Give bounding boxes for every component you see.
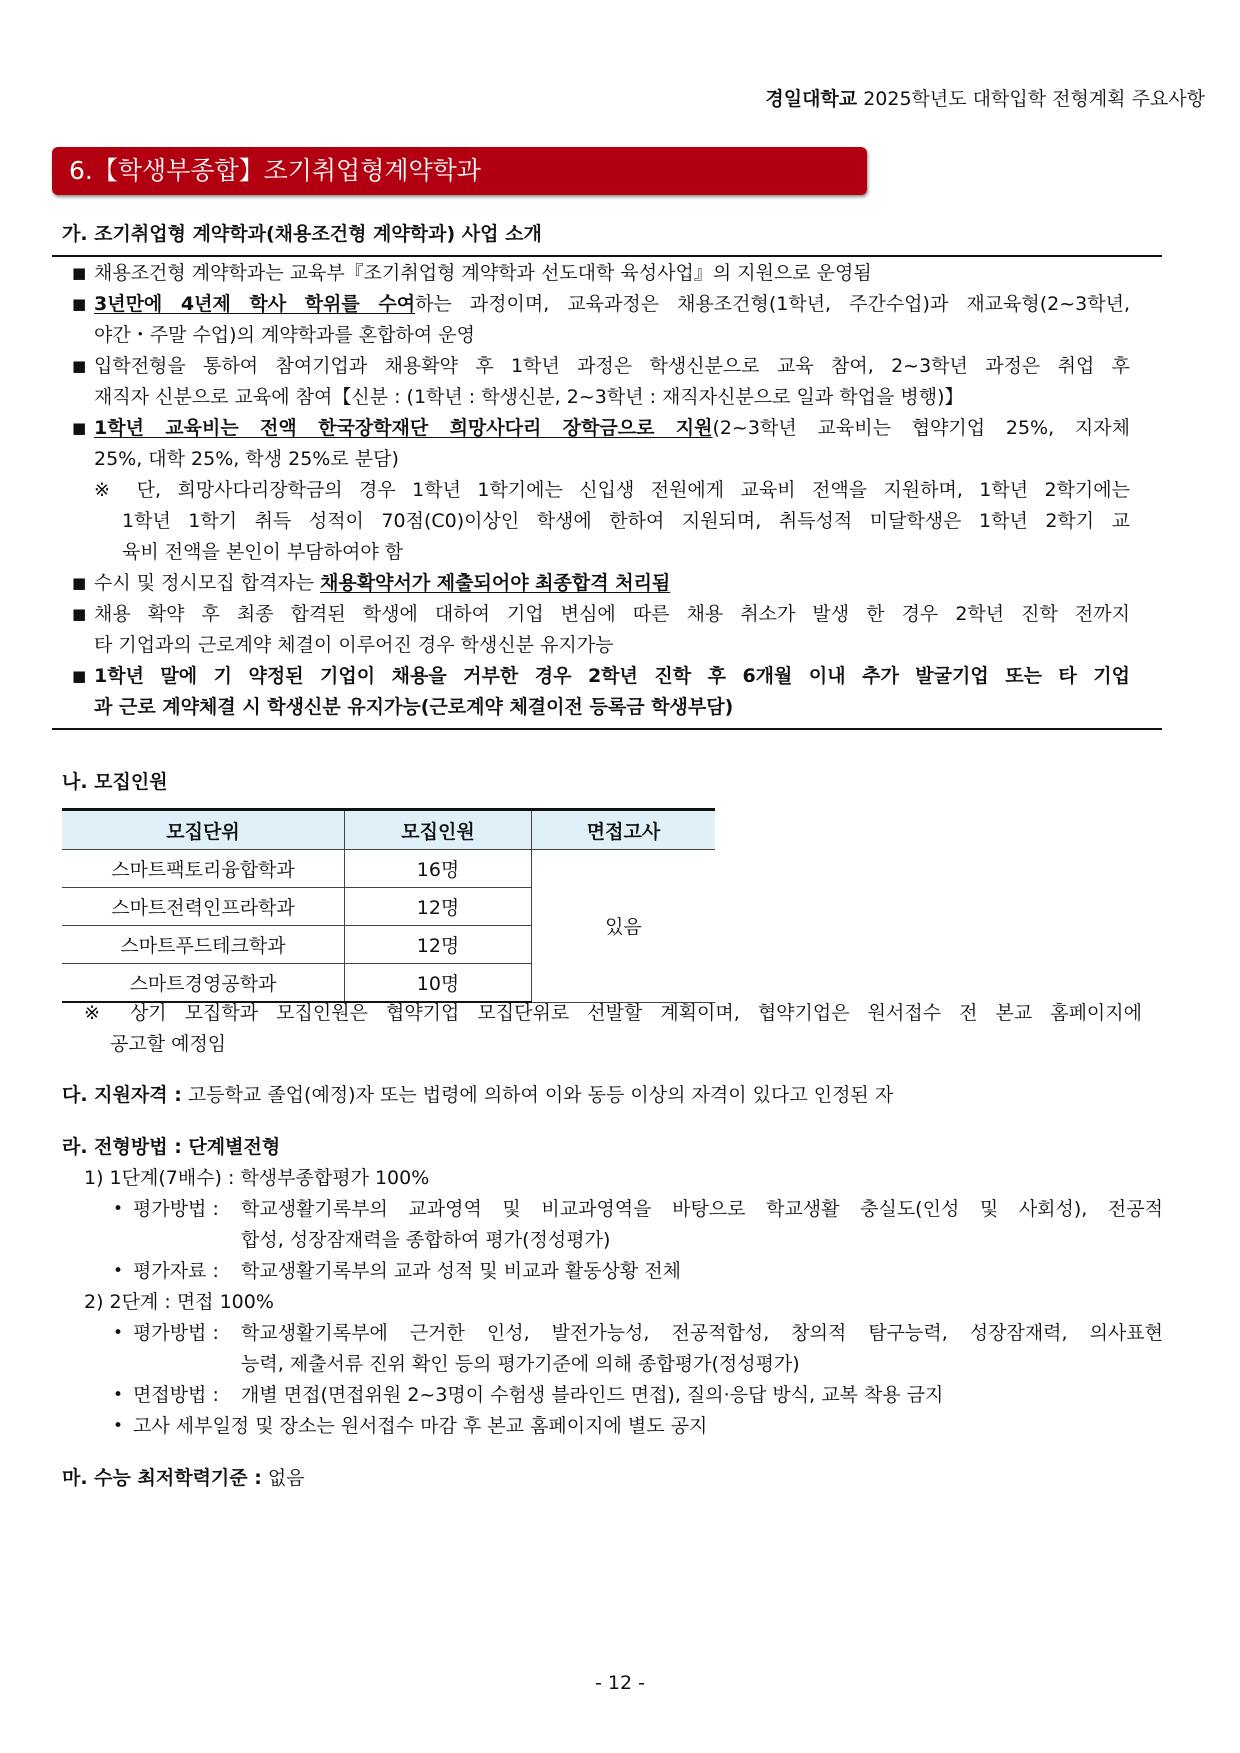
recruit-table (62, 808, 715, 1003)
unit-cell: 스마트경영공학과 (62, 964, 345, 1003)
intro-bottom-rule (52, 728, 1162, 730)
list-item-continuation: 25%, 대학 25%, 학생 25%로 분담) (94, 448, 399, 470)
csat-minimum (62, 1463, 305, 1494)
list-item-continuation: 과 근로 계약체결 시 학생신분 유지가능(근로계약 체결이전 등록금 학생부담) (94, 696, 734, 718)
scholarship-note: ※ 단, 희망사다리장학금의 경우 1학년 1학기에는 신입생 전원에게 교육비 전액을 지원하며, 1학년 2학기에는 (94, 479, 1130, 501)
square-bullet-icon: ■ (72, 264, 87, 282)
column-header: 면접고사 (532, 810, 716, 850)
column-header: 모집단위 (62, 810, 345, 850)
document-page: 경일대학교 2025학년도 대학입학 전형계획 주요사항 6.【학생부종합】조기취업형계약학과 가. 조기취업형 계약학과(채용조건형 계약학과) 사업 소개 ■ 채용조건형 계약학과는 교육부『조기취업형 계약학과 선도대학 육성사업』의 지원으로 운영됨 ■ 3년만에 4년제 학사 학위를 수여하는 과정이며, 교육과정은 채용조건형(1학년, 주간수업)과 재교육형(2~3학년, 야간・주말 수업)의 계약학과를 혼합하여 운영 ■ 입학전형을 통하여 참여기업과 채용확약 후 1학년 과정은 학생신분으로 교육 참여, 2~3학년 과정은 취업 후 재직자 신분으로 교육에 참여【신분 : (1학년 : 학생신분, 2~3학년 : 재직자신분으로 일과 학업을 병행)】 ■ 1학년 교육비는 전액 한국장학재단 희망사다리 장학금으로 지원(2~3학년 교육비는 협약기업 25%, 지자체 25%, 대학 25%, 학생 25%로 분담) ※ 단, 희망사다리장학금의 경우 1학년 1학기에는 신입생 전원에게 교육비 전액을 지원하며, 1학년 2학기에는 1학년 1학기 취득 성적이 70점(C0)이상인 학생에 한하여 지원되며, 취득성적 미달학생은 1학년 2학기 교 육비 전액을 본인이 부담하여야 함 ■ 수시 및 정시모집 합격자는 채용확약서가 제출되어야 최종합격 처리됨 ■ 채용 확약 후 최종 합격된 학생에 대하여 기업 변심에 따른 채용 취소가 발생 한 경우 2학년 진학 전까지 타 기업과의 근로계약 체결이 이루어진 경우 학생신분 유지가능 ■ 1학년 말에 기 약정된 기업이 채용을 거부한 경우 2학년 진학 후 6개월 이내 추가 발굴기업 또는 타 기업 과 근로 계약체결 시 학생신분 유지가능(근로계약 체결이전 등록금 학생부담) 나. 모집인원 모집단위 모집인원 면접고사 스마트팩토리융합학과 16명 있음 스마트전력인프라학과 12명 스마트푸드테크학과 12명 스마트경영공학과 10명 ※ 상기 모집학과 모집인원은 협약기업 모집단위로 선발할 계획이며, 협약기업은 원서접수 전 본교 홈페이지에 공고할 예정임 다. 지원자격 : 고등학교 졸업(예정)자 또는 법령에 의하여 이와 동등 이상의 자격이 있다고 인정된 자 라. 전형방법 : 단계별전형 1) 1단계(7배수) : 학생부종합평가 100% • 평가방법 : 학교생활기록부의 교과영역 및 비교과영역을 바탕으로 학교생활 충실도(인성 및 사회성), 전공적 합성, 성장잠재력을 종합하여 평가(정성평가) • 평가자료 : 학교생활기록부의 교과 성적 및 비교과 활동상황 전체 2) 2단계 : 면접 100% • 평가방법 : 학교생활기록부에 근거한 인성, 발전가능성, 전공적합성, 창의적 탐구능력, 성장잠재력, 의사표현 능력, 제출서류 진위 확인 등의 평가기준에 의해 종합평가(정성평가) • 면접방법 : 개별 면접(면접위원 2~3명이 수험생 블라인드 면접), 질의·응답 방식, 교복 착용 금지 • 고사 세부일정 및 장소는 원서접수 마감 후 본교 홈페이지에 별도 공지 마. 수능 최저학력기준 : 없음 - 12 - (0, 0, 1240, 1753)
csat-value: 없음 (267, 1467, 305, 1489)
unit-cell: 스마트전력인프라학과 (62, 888, 345, 926)
square-bullet-icon: ■ (72, 667, 87, 685)
stage1-heading: 1) 1단계(7배수) : 학생부종합평가 100% (84, 1167, 430, 1189)
list-item-continuation: 야간・주말 수업)의 계약학과를 혼합하여 운영 (94, 324, 475, 346)
page-number: - 12 - (595, 1672, 645, 1694)
square-bullet-icon: ■ (72, 295, 87, 313)
square-bullet-icon: ■ (72, 574, 87, 592)
university-name: 경일대학교 (765, 88, 858, 110)
square-bullet-icon: ■ (72, 357, 87, 375)
dot-bullet-icon: • (113, 1261, 124, 1281)
unit-cell: 스마트팩토리융합학과 (62, 850, 345, 888)
scholarship-note-continuation: 육비 전액을 본인이 부담하여야 함 (122, 541, 404, 563)
csat-label: 마. 수능 최저학력기준 : (62, 1467, 262, 1489)
dot-bullet-icon: • (113, 1385, 124, 1405)
eligibility-label: 다. 지원자격 : (62, 1084, 182, 1106)
emphasis-text: 3년만에 4년제 학사 학위를 수여 (94, 293, 416, 315)
recruit-heading: 나. 모집인원 (62, 771, 168, 793)
table-header-row (62, 810, 715, 850)
recruit-note: ※ 상기 모집학과 모집인원은 협약기업 모집단위로 선발할 계획이며, 협약기업은 원서접수 전 본교 홈페이지에 (84, 1002, 1142, 1024)
document-title: 2025학년도 대학입학 전형계획 주요사항 (863, 88, 1205, 110)
section-banner: 6.【학생부종합】조기취업형계약학과 (52, 147, 867, 195)
scholarship-note-continuation: 1학년 1학기 취득 성적이 70점(C0)이상인 학생에 한하여 지원되며, 취득성적 미달학생은 1학년 2학기 교 (122, 510, 1130, 532)
intro-top-rule (52, 255, 1162, 257)
list-item-continuation: 타 기업과의 근로계약 체결이 이루어진 경우 학생신분 유지가능 (94, 634, 614, 656)
count-cell: 10명 (345, 964, 532, 1003)
dot-bullet-icon: • (113, 1199, 124, 1219)
eligibility (62, 1080, 893, 1111)
square-bullet-icon: ■ (72, 419, 87, 437)
emphasis-text: 채용확약서가 제출되어야 최종합격 처리됨 (320, 572, 671, 594)
stage2-heading: 2) 2단계 : 면접 100% (84, 1291, 274, 1313)
dot-bullet-icon: • (113, 1323, 124, 1343)
method-heading: 라. 전형방법 : 단계별전형 (62, 1136, 281, 1158)
recruit-note-continuation: 공고할 예정임 (110, 1033, 227, 1055)
stage2-eval-method-continuation: 능력, 제출서류 진위 확인 등의 평가기준에 의해 종합평가(정성평가) (241, 1353, 800, 1375)
count-cell: 12명 (345, 926, 532, 964)
count-cell: 12명 (345, 888, 532, 926)
intro-heading: 가. 조기취업형 계약학과(채용조건형 계약학과) 사업 소개 (62, 223, 542, 245)
interview-cell: 있음 (532, 850, 716, 1003)
list-item-continuation: 재직자 신분으로 교육에 참여【신분 : (1학년 : 학생신분, 2~3학년 : 재직자신분으로 일과 학업을 병행)】 (94, 386, 964, 408)
running-header (765, 84, 1205, 111)
table-row (62, 850, 715, 888)
count-cell: 16명 (345, 850, 532, 888)
square-bullet-icon: ■ (72, 605, 87, 623)
dot-bullet-icon: • (113, 1416, 124, 1436)
eligibility-text: 고등학교 졸업(예정)자 또는 법령에 의하여 이와 동등 이상의 자격이 있다고 인정된 자 (187, 1084, 894, 1106)
emphasis-text: 1학년 교육비는 전액 한국장학재단 희망사다리 장학금으로 지원 (94, 417, 713, 439)
stage1-eval-method-continuation: 합성, 성장잠재력을 종합하여 평가(정성평가) (241, 1229, 611, 1251)
unit-cell: 스마트푸드테크학과 (62, 926, 345, 964)
column-header: 모집인원 (345, 810, 532, 850)
